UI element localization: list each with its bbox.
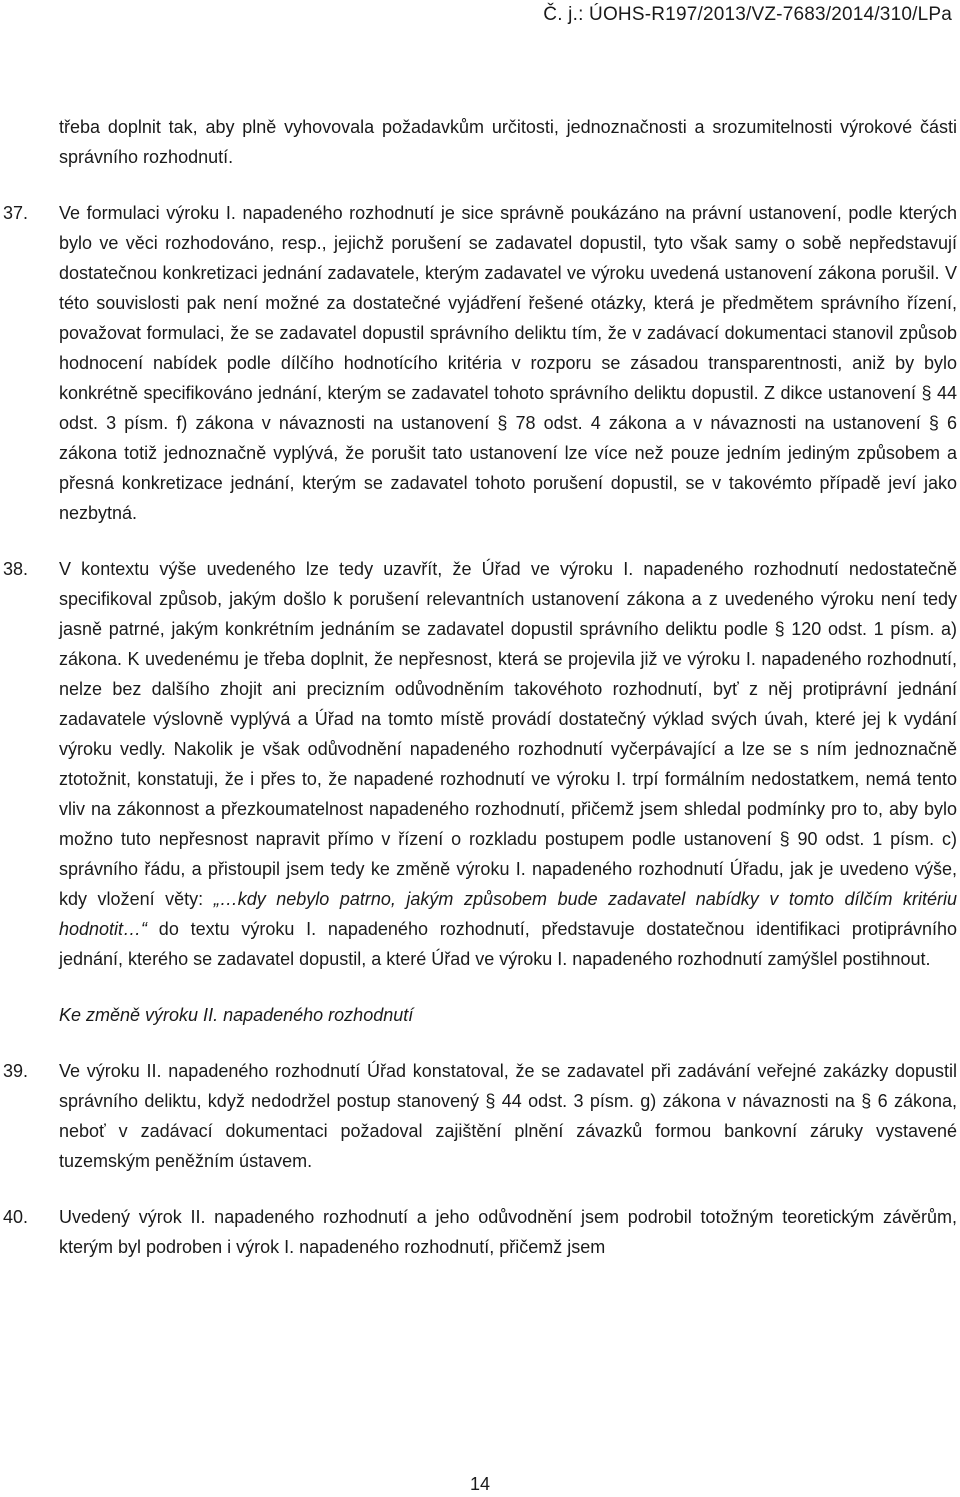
paragraph-text [59,198,957,528]
paragraph-number: 40. [3,1207,29,1227]
paragraph-number: 39. [3,1061,29,1081]
paragraph-text [59,554,957,974]
quoted-sentence: „…kdy nebylo patrno, jakým způsobem bude zadavatel nabídky v tomto dílčím kritériu hodnotit…“ [59,889,958,939]
paragraph-number: 38. [3,559,29,579]
section-heading: Ke změně výroku II. napadeného rozhodnutí [59,1005,414,1025]
text-segment: do textu výroku I. napadeného rozhodnutí, představuje dostatečnou identifikaci protiprávního jednání, kterého se zadavatel dopustil, a které Úřad ve výroku I. napadeného rozhodnutí zamýšlel postihnout. [59,919,957,969]
text-segment: třeba doplnit tak, aby plně vyhovovala požadavkům určitosti, jednoznačnosti a srozumitelnosti výrokové části správního rozhodnutí. [59,117,957,167]
paragraph-40 [0,1202,960,1262]
paragraph-text [59,1056,957,1176]
paragraph-text [59,1202,957,1262]
document-body [0,112,960,1288]
paragraph-39 [0,1056,960,1176]
page-number: 14 [469,1474,491,1494]
text-segment: Uvedený výrok II. napadeného rozhodnutí a jeho odůvodnění jsem podrobil totožným teoretickým závěrům, kterým byl podroben i výrok I. napadeného rozhodnutí, přičemž jsem [59,1207,957,1257]
paragraph-number: 37. [3,203,29,223]
text-segment: V kontextu výše uvedeného lze tedy uzavřít, že Úřad ve výroku I. napadeného rozhodnutí nedostatečně specifikoval způsob, jakým došlo k porušení relevantních ustanovení zákona a z uvedeného výroku není tedy jasně patrné, jakým konkrétním jednáním se zadavatel dopustil správního deliktu podle § 120 odst. 1 písm. a) zákona. K uvedenému je třeba doplnit, že nepřesnost, která se projevila již ve výroku I. napadeného rozhodnutí, nelze bez dalšího zhojit ani precizním odůvodněním takovéhoto rozhodnutí, byť z něj protiprávní jednání zadavatele výslovně vyplývá a Úřad na tomto místě provádí dostatečný výklad svých úvah, které jej k vydání výroku vedly. Nakolik je však odůvodnění napadeného rozhodnutí vyčerpávající a lze se s ním jednoznačně ztotožnit, konstatuji, že i přes to, že napadené rozhodnutí ve výroku I. trpí formálním nedostatkem, nemá tento vliv na zákonnost a přezkoumatelnost napadeného rozhodnutí, přičemž jsem shledal podmínky pro to, aby bylo možno tuto nepřesnost napravit přímo v řízení o rozkladu postupem podle ustanovení § 90 odst. 1 písm. c) správního řádu, a přistoupil jsem tedy ke změně výroku I. napadeného rozhodnutí Úřadu, jak je uvedeno výše, kdy vložení věty: [59,559,957,909]
paragraph-38 [0,554,960,974]
text-segment: Ve výroku II. napadeného rozhodnutí Úřad konstatoval, že se zadavatel při zadávání veřejné zakázky dopustil správního deliktu, když nedodržel postup stanovený § 44 odst. 3 písm. g) zákona v návaznosti na § 6 zákona, neboť v zadávací dokumentaci požadoval zajištění plnění závazků formou bankovní záruky vystavené tuzemským peněžním ústavem. [59,1061,957,1171]
paragraph-continuation [0,112,960,172]
paragraph-37 [0,198,960,528]
paragraph-text [59,112,957,172]
text-segment: Ve formulaci výroku I. napadeného rozhodnutí je sice správně poukázáno na právní ustanovení, podle kterých bylo ve věci rozhodováno, resp., jejichž porušení se zadavatel dopustil, tyto však samy o sobě nepředstavují dostatečnou konkretizaci jednání zadavatele, kterým zadavatel ve výroku uvedená ustanovení zákona porušil. V této souvislosti pak není možné za dostatečné vyjádření řešené otázky, která je předmětem správního řízení, považovat formulaci, že se zadavatel dopustil správního deliktu tím, že v zadávací dokumentaci stanovil způsob hodnocení nabídek podle dílčího hodnotícího kritéria v rozporu se zásadou transparentnosti, aniž by bylo konkrétně specifikováno jednání, kterým se zadavatel tohoto správního deliktu dopustil. Z dikce ustanovení § 44 odst. 3 písm. f) zákona v návaznosti na ustanovení § 78 odst. 4 zákona a v návaznosti na ustanovení § 6 zákona totiž jednoznačně vyplývá, že porušit tato ustanovení lze více než pouze jedním jediným způsobem a přesná konkretizace jednání, kterým se zadavatel tohoto porušení dopustil, se v takovémto případě jeví jako nezbytná. [59,203,957,523]
document-reference-header: Č. j.: ÚOHS-R197/2013/VZ-7683/2014/310/LPa [543,4,952,25]
